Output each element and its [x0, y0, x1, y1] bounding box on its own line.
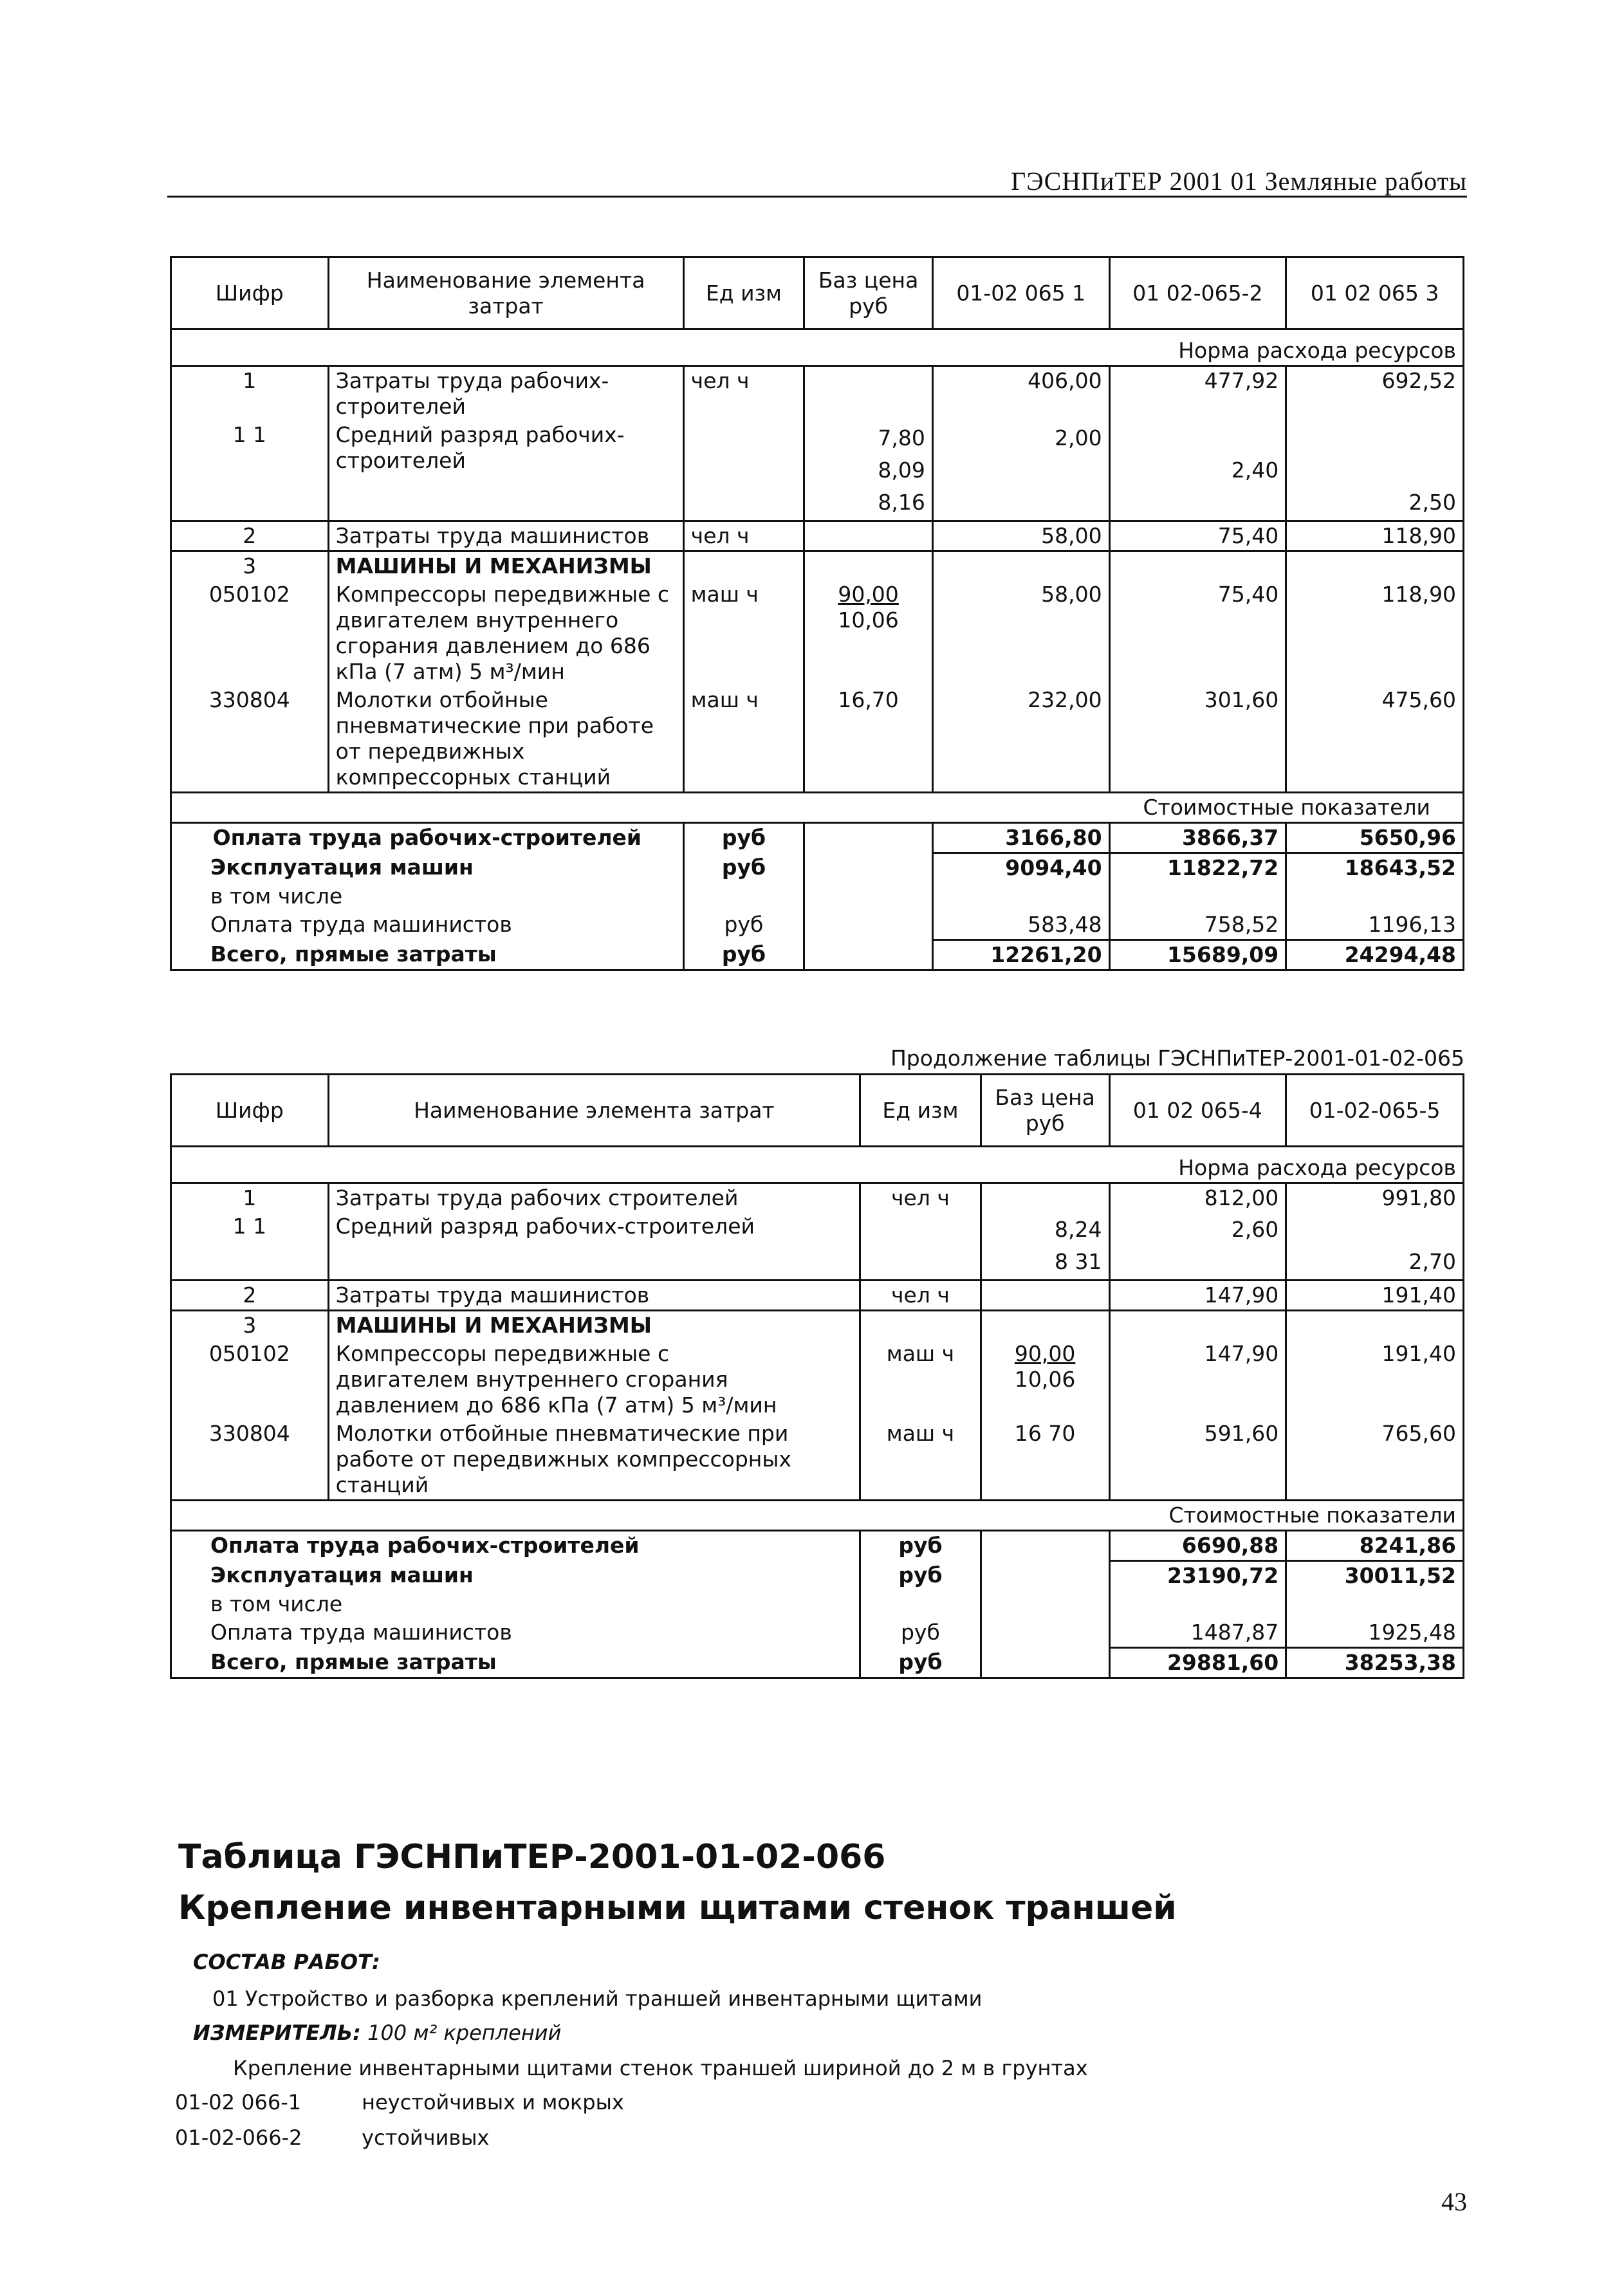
section-cost: Стоимостные показатели — [171, 1501, 1464, 1531]
cell-price — [804, 366, 933, 421]
price-grade-3: 8,16 — [878, 490, 925, 515]
cell-v3: 118,90 — [1286, 521, 1464, 551]
cell-code: 1 1 — [171, 1212, 329, 1281]
cell-v1: 812,00 — [1109, 1183, 1286, 1213]
th-code: Шифр — [171, 1075, 329, 1147]
cell-unit: маш ч — [683, 580, 804, 686]
cell-price-stack — [804, 421, 933, 521]
table-065-4-5 — [170, 1073, 1464, 1679]
description: Крепление инвентарными щитами стенок траншей шириной до 2 м в грунтах — [233, 2056, 1088, 2080]
cost-v1: 1487,87 — [1109, 1618, 1286, 1648]
cell-unit: чел ч — [683, 366, 804, 421]
cell-unit: маш ч — [860, 1420, 981, 1501]
meter-label: ИЗМЕРИТЕЛЬ: — [193, 2021, 361, 2045]
cost-unit: руб — [860, 1648, 981, 1678]
cell-v1: 58,00 — [932, 580, 1109, 686]
work-label: СОСТАВ РАБОТ: — [193, 1950, 380, 1974]
cost-label: Оплата труда машинистов — [171, 911, 684, 940]
cell-name: Компрессоры передвижные с двигателем внутреннего сгорания давлением до 686 кПа (7 атм) 5 м³/мин — [328, 580, 683, 686]
cell-unit: маш ч — [860, 1340, 981, 1420]
cell-v3: 475,60 — [1286, 686, 1464, 793]
price-grade-1: 8,24 — [1055, 1217, 1102, 1242]
price-top: 90,00 — [1014, 1341, 1076, 1366]
th-col1: 01-02 065 1 — [932, 257, 1109, 329]
header-rule — [167, 196, 1467, 198]
cell-v2: 75,40 — [1109, 521, 1286, 551]
code-text: устойчивых — [362, 2125, 490, 2150]
section-norm: Норма расхода ресурсов — [171, 1147, 1464, 1183]
cost-v1: 583,48 — [932, 911, 1109, 940]
cost-v1: 6690,88 — [1109, 1531, 1286, 1561]
cost-label: Оплата труда рабочих-строителей — [171, 823, 684, 853]
cell-price: 16,70 — [804, 686, 933, 793]
code-id: 01-02 066-1 — [175, 2090, 302, 2114]
cell-unit: чел ч — [683, 521, 804, 551]
code-line — [175, 2090, 624, 2114]
cell-code: 2 — [171, 521, 329, 551]
cell-v1: 2,00 — [932, 421, 1109, 521]
cost-label: Эксплуатация машин — [171, 1561, 860, 1591]
cost-v2: 11822,72 — [1109, 853, 1286, 883]
cell-name: Затраты труда машинистов — [328, 1281, 860, 1311]
table2-caption: Продолжение таблицы ГЭСНПиТЕР-2001-01-02-065 — [890, 1046, 1464, 1071]
cell-code: 2 — [171, 1281, 329, 1311]
cell-code: 1 — [171, 366, 329, 421]
price-bottom: 10,06 — [838, 607, 899, 633]
cost-v1: 23190,72 — [1109, 1561, 1286, 1591]
th-name: Наименование элемента затрат — [328, 257, 683, 329]
cost-label: в том числе — [171, 1590, 860, 1618]
cell-name: Затраты труда рабочих строителей — [328, 1183, 860, 1213]
cost-v3: 5650,96 — [1286, 823, 1464, 853]
meter-value: 100 м² креплений — [367, 2021, 562, 2045]
code-line — [175, 2125, 489, 2150]
cell-code: 1 — [171, 1183, 329, 1213]
cell-code: 330804 — [171, 686, 329, 793]
cell-code: 050102 — [171, 1340, 329, 1420]
price-grade-2: 8,09 — [878, 458, 925, 483]
cost-v2: 758,52 — [1109, 911, 1286, 940]
cell-v1: 2,60 — [1109, 1212, 1286, 1281]
cell-v2: 477,92 — [1109, 366, 1286, 421]
cost-v3: 1196,13 — [1286, 911, 1464, 940]
section-title: Таблица ГЭСНПиТЕР-2001-01-02-066 — [178, 1838, 886, 1876]
cell-name: Средний разряд рабочих-строителей — [328, 421, 683, 521]
page-number: 43 — [1441, 2187, 1467, 2216]
cell-name: МАШИНЫ И МЕХАНИЗМЫ — [328, 1311, 860, 1340]
cell-name: Затраты труда рабочих-строителей — [328, 366, 683, 421]
cost-unit: руб — [683, 823, 804, 853]
price-bottom: 10,06 — [1014, 1367, 1076, 1392]
cell-name: Молотки отбойные пневматические при работе от передвижных компрессорных станций — [328, 1420, 860, 1501]
section-cost: Стоимостные показатели — [171, 793, 1464, 823]
cell-code: 050102 — [171, 580, 329, 686]
section-norm: Норма расхода ресурсов — [171, 329, 1464, 366]
cost-v3: 18643,52 — [1286, 853, 1464, 883]
cell-name: Компрессоры передвижные с двигателем внутреннего сгорания давлением до 686 кПа (7 атм) 5 м³/мин — [328, 1340, 860, 1420]
th-unit: Ед изм — [860, 1075, 981, 1147]
th-code: Шифр — [171, 257, 329, 329]
cost-v2: 15689,09 — [1109, 940, 1286, 970]
cell-code: 3 — [171, 1311, 329, 1340]
cost-v2: 38253,38 — [1286, 1648, 1464, 1678]
cell-name: Молотки отбойные пневматические при работе от передвижных компрессорных станций — [328, 686, 683, 793]
cost-v3: 24294,48 — [1286, 940, 1464, 970]
cell-price: 16 70 — [981, 1420, 1109, 1501]
cell-code: 3 — [171, 551, 329, 581]
table-065-1-3 — [170, 256, 1464, 971]
cost-unit: руб — [860, 1618, 981, 1648]
th-col2: 01 02-065-2 — [1109, 257, 1286, 329]
work-item: 01 Устройство и разборка креплений траншей инвентарными щитами — [212, 1986, 983, 2011]
cost-unit: руб — [860, 1531, 981, 1561]
meter-line — [193, 2021, 561, 2045]
th-col2: 01-02-065-5 — [1286, 1075, 1464, 1147]
cost-label: в том числе — [171, 882, 684, 911]
cost-label: Оплата труда рабочих-строителей — [171, 1531, 860, 1561]
cost-v2: 1925,48 — [1286, 1618, 1464, 1648]
th-unit: Ед изм — [683, 257, 804, 329]
cell-v1: 58,00 — [932, 521, 1109, 551]
cost-v1: 3166,80 — [932, 823, 1109, 853]
cell-price — [804, 580, 933, 686]
cell-name: Затраты труда машинистов — [328, 521, 683, 551]
cost-label: Эксплуатация машин — [171, 853, 684, 883]
section-subtitle: Крепление инвентарными щитами стенок траншей — [178, 1889, 1177, 1927]
code-id: 01-02-066-2 — [175, 2125, 302, 2150]
th-col3: 01 02 065 3 — [1286, 257, 1464, 329]
cell-price — [981, 1340, 1109, 1420]
th-price: Баз цена руб — [804, 257, 933, 329]
cell-name: МАШИНЫ И МЕХАНИЗМЫ — [328, 551, 683, 581]
price-top: 90,00 — [838, 582, 899, 607]
cost-v2: 30011,52 — [1286, 1561, 1464, 1591]
cell-v2: 191,40 — [1286, 1281, 1464, 1311]
th-col1: 01 02 065-4 — [1109, 1075, 1286, 1147]
cost-v1: 12261,20 — [932, 940, 1109, 970]
price-grade-1: 7,80 — [878, 425, 925, 450]
cost-label: Оплата труда машинистов — [171, 1618, 860, 1648]
cost-unit: руб — [860, 1561, 981, 1591]
cell-unit: маш ч — [683, 686, 804, 793]
th-name: Наименование элемента затрат — [328, 1075, 860, 1147]
cell-unit: чел ч — [860, 1183, 981, 1213]
running-header: ГЭСНПиТЕР 2001 01 Земляные работы — [1011, 167, 1467, 196]
cell-code: 1 1 — [171, 421, 329, 521]
cell-v2: 75,40 — [1109, 580, 1286, 686]
code-text: неустойчивых и мокрых — [362, 2090, 624, 2114]
cell-v2: 991,80 — [1286, 1183, 1464, 1213]
price-grade-2: 8 31 — [1055, 1249, 1102, 1274]
cost-unit: руб — [683, 853, 804, 883]
cost-v2: 3866,37 — [1109, 823, 1286, 853]
cost-v2: 8241,86 — [1286, 1531, 1464, 1561]
cost-label: Всего, прямые затраты — [171, 1648, 860, 1678]
cell-unit: чел ч — [860, 1281, 981, 1311]
cell-v3: 2,50 — [1286, 421, 1464, 521]
cell-name: Средний разряд рабочих-строителей — [328, 1212, 860, 1281]
cell-v1: 147,90 — [1109, 1340, 1286, 1420]
cell-v3: 118,90 — [1286, 580, 1464, 686]
cell-v1: 232,00 — [932, 686, 1109, 793]
cost-v1: 9094,40 — [932, 853, 1109, 883]
cell-price-stack — [981, 1212, 1109, 1281]
cost-unit: руб — [683, 911, 804, 940]
cell-v3: 692,52 — [1286, 366, 1464, 421]
cell-v2: 301,60 — [1109, 686, 1286, 793]
cell-v1: 591,60 — [1109, 1420, 1286, 1501]
th-price: Баз цена руб — [981, 1075, 1109, 1147]
cell-v2: 2,40 — [1109, 421, 1286, 521]
cell-v2: 765,60 — [1286, 1420, 1464, 1501]
cell-v1: 406,00 — [932, 366, 1109, 421]
cell-v1: 147,90 — [1109, 1281, 1286, 1311]
cost-v1: 29881,60 — [1109, 1648, 1286, 1678]
cell-code: 330804 — [171, 1420, 329, 1501]
cell-v2: 2,70 — [1286, 1212, 1464, 1281]
cell-v2: 191,40 — [1286, 1340, 1464, 1420]
cost-label: Всего, прямые затраты — [171, 940, 684, 970]
cost-unit: руб — [683, 940, 804, 970]
